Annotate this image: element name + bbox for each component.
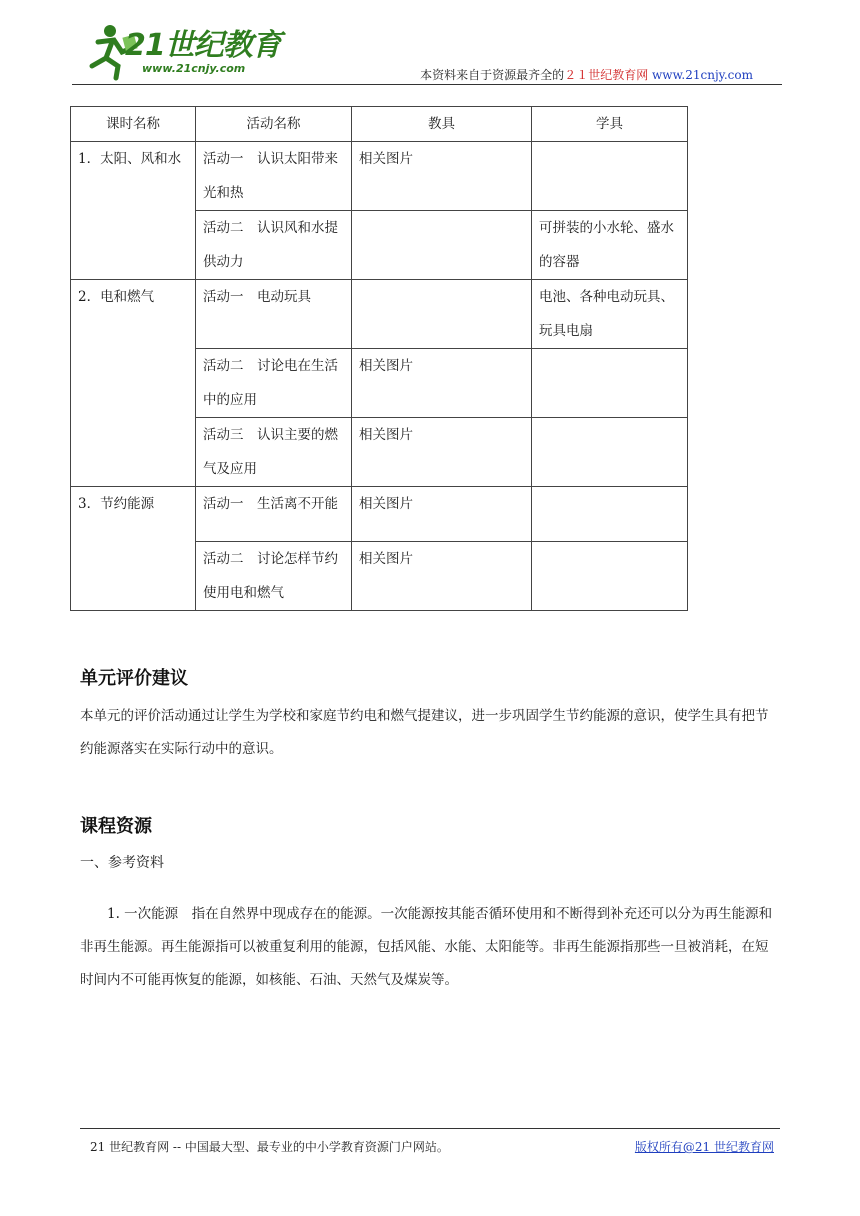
activity-cell: 活动一 电动玩具	[196, 280, 352, 349]
teaching-aid-cell: 相关图片	[352, 349, 532, 418]
activity-cell: 活动一 认识太阳带来光和热	[196, 142, 352, 211]
source-line	[420, 66, 753, 83]
table-header-row	[71, 107, 688, 142]
col-header-activity: 活动名称	[196, 107, 352, 142]
table-row	[71, 280, 688, 349]
col-header-learning-aid: 学具	[532, 107, 688, 142]
activity-cell: 活动一 生活离不开能	[196, 487, 352, 542]
teaching-aid-cell	[352, 211, 532, 280]
logo-wordmark: 21世纪教育	[125, 28, 281, 63]
activity-cell: 活动三 认识主要的燃气及应用	[196, 418, 352, 487]
lesson-name: 3．节约能源	[71, 487, 196, 611]
learning-aid-cell: 电池、各种电动玩具、玩具电扇	[532, 280, 688, 349]
site-logo[interactable]	[80, 18, 290, 82]
page-header	[0, 0, 860, 90]
learning-aid-cell	[532, 349, 688, 418]
resources-heading: 课程资源	[80, 816, 152, 837]
learning-aid-cell	[532, 542, 688, 611]
table-row	[71, 142, 688, 211]
teaching-aid-cell: 相关图片	[352, 487, 532, 542]
source-prefix: 本资料来自于资源最齐全的	[420, 68, 565, 82]
resources-subheading: 一、参考资料	[80, 855, 164, 871]
resource-item-1: 1. 一次能源 指在自然界中现成存在的能源。一次能源按其能否循环使用和不断得到补充还可以分为再生能源和非再生能源。再生能源指可以被重复利用的能源，包括风能、水能、太阳能等。非再生能源指那些一旦被消耗，在短时间内不可能再恢复的能源，如核能、石油、天然气及煤炭等。	[80, 906, 773, 988]
learning-aid-cell	[532, 418, 688, 487]
learning-aid-cell	[532, 142, 688, 211]
teaching-aid-cell	[352, 280, 532, 349]
learning-aid-cell	[532, 487, 688, 542]
teaching-aid-cell: 相关图片	[352, 142, 532, 211]
teaching-aid-cell: 相关图片	[352, 542, 532, 611]
footer-copyright-link[interactable]: 版权所有@21 世纪教育网	[634, 1140, 774, 1154]
activity-cell: 活动二 认识风和水提供动力	[196, 211, 352, 280]
teaching-aid-cell: 相关图片	[352, 418, 532, 487]
evaluation-body: 本单元的评价活动通过让学生为学校和家庭节约电和燃气提建议，进一步巩固学生节约能源的意识，使学生具有把节约能源落实在实际行动中的意识。	[80, 708, 769, 757]
lesson-name: 1．太阳、风和水	[71, 142, 196, 280]
header-divider	[72, 84, 782, 85]
logo-url: www.21cnjy.com	[142, 62, 246, 75]
evaluation-heading: 单元评价建议	[80, 668, 188, 689]
col-header-lesson: 课时名称	[71, 107, 196, 142]
learning-aid-cell: 可拼装的小水轮、盛水的容器	[532, 211, 688, 280]
source-brand: ２１世纪教育网	[564, 68, 649, 82]
footer-divider	[80, 1128, 780, 1129]
table-row	[71, 487, 688, 542]
source-url-link[interactable]: www.21cnjy.com	[652, 68, 753, 82]
footer-tagline: 21 世纪教育网 -- 中国最大型、最专业的中小学教育资源门户网站。	[90, 1140, 449, 1154]
lesson-table	[70, 106, 688, 611]
activity-cell: 活动二 讨论电在生活中的应用	[196, 349, 352, 418]
activity-cell: 活动二 讨论怎样节约使用电和燃气	[196, 542, 352, 611]
lesson-name: 2．电和燃气	[71, 280, 196, 487]
col-header-teaching-aid: 教具	[352, 107, 532, 142]
